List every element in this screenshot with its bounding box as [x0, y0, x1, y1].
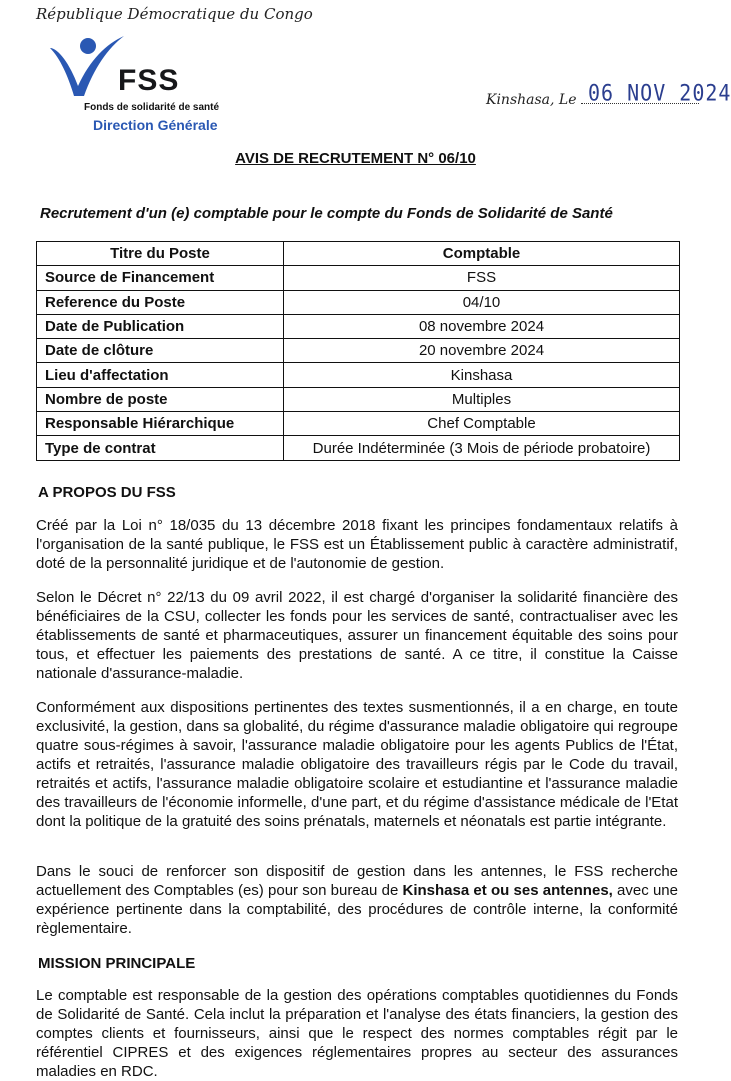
row-value: FSS	[284, 266, 680, 290]
table-row	[37, 436, 680, 460]
mission-heading: MISSION PRINCIPALE	[38, 955, 196, 972]
about-paragraph-4	[36, 862, 678, 938]
about-paragraph-3: Conformément aux dispositions pertinentes des textes susmentionnés, il a en charge, en toute exclusivité, la gestion, dans sa globalité, du régime d'assurance maladie obligatoire qui regroupe quatre sous-régimes à savoir, l'assurance maladie obligatoire pour les agents Publics de l'État, actifs et retraités, l'assurance maladie obligatoire des travailleurs régis par le Code du travail, retraités et actifs, l'assurance maladie obligatoire scolaire et estudiantine et l'assurance maladie des travailleurs de l'économie informelle, d'une part, et du régime d'assistance médicale de l'Etat dont la politique de la gratuité des soins prénatals, maternels et néonatals est partie intégrante.	[36, 699, 678, 830]
row-key: Source de Financement	[37, 266, 284, 290]
row-key: Lieu d'affectation	[37, 363, 284, 387]
document-subtitle: Recrutement d'un (e) comptable pour le compte du Fonds de Solidarité de Santé	[40, 205, 613, 222]
table-row	[37, 339, 680, 363]
table-row	[37, 314, 680, 338]
row-value: 20 novembre 2024	[284, 339, 680, 363]
table-row	[37, 412, 680, 436]
row-key: Date de clôture	[37, 339, 284, 363]
direction-label: Direction Générale	[93, 117, 218, 133]
checkmark-logo-icon	[48, 34, 128, 104]
table-header-row	[37, 242, 680, 266]
date-stamp: 06 NOV 2024	[588, 79, 731, 107]
row-key: Type de contrat	[37, 436, 284, 460]
republic-heading: République Démocratique du Congo	[36, 5, 313, 23]
row-value: 04/10	[284, 290, 680, 314]
about-p4-end: avec une expérience pertinente dans la comptabilité, des procédures de contrôle interne, la conformité règlementaire.	[36, 882, 678, 937]
document-title	[0, 150, 711, 167]
row-key: Date de Publication	[37, 314, 284, 338]
about-p4-bold: Kinshasa et ou ses antennes,	[402, 882, 613, 899]
row-key: Reference du Poste	[37, 290, 284, 314]
job-info-table	[36, 241, 680, 461]
about-paragraph-1: Créé par la Loi n° 18/035 du 13 décembre 2018 fixant les principes fondamentaux relatifs à l'organisation de la santé publique, le FSS est un Établissement public à caractère administratif, doté de la personnalité juridique et de l'autonomie de gestion.	[36, 517, 678, 572]
row-value: Durée Indéterminée (3 Mois de période probatoire)	[284, 436, 680, 460]
table-header-value: Comptable	[284, 242, 680, 266]
about-paragraph-2: Selon le Décret n° 22/13 du 09 avril 2022, il est chargé d'organiser la solidarité financière des bénéficiaires de la CSU, collecter les fonds pour les services de santé, contractualiser avec les établissements de santé et pharmaceutiques, assurer un financement équitable des soins pour tous, et effectuer les paiements des prestations de santé. A ce titre, il constitue la Caisse nationale d'assurance-maladie.	[36, 589, 678, 682]
document-title-text: AVIS DE RECRUTEMENT N° 06/10	[235, 150, 476, 167]
row-key: Responsable Hiérarchique	[37, 412, 284, 436]
table-header-key: Titre du Poste	[37, 242, 284, 266]
row-value: Chef Comptable	[284, 412, 680, 436]
row-value: Kinshasa	[284, 363, 680, 387]
logo-fss-text: FSS	[118, 64, 180, 97]
table-row	[37, 363, 680, 387]
logo-subtitle: Fonds de solidarité de santé	[84, 102, 220, 113]
row-value: Multiples	[284, 387, 680, 411]
table-row	[37, 290, 680, 314]
mission-paragraph-1: Le comptable est responsable de la gestion des opérations comptables quotidiennes du Fonds de Solidarité de Santé. Cela inclut la préparation et l'analyse des états financiers, la gestion des comptes clients et fournisseurs, ainsi que le respect des normes comptables régit par le référentiel CIPRES et des exigences réglementaires propres au secteur des assurances maladies en RDC.	[36, 987, 678, 1080]
table-row	[37, 266, 680, 290]
row-value: 08 novembre 2024	[284, 314, 680, 338]
fss-logo	[48, 34, 258, 134]
table-row	[37, 387, 680, 411]
about-p4-start: Dans le souci de renforcer son dispositif de gestion dans les antennes, le FSS recherche actuellement des Comptables (es) pour son bureau de	[36, 863, 678, 899]
row-key: Nombre de poste	[37, 387, 284, 411]
about-heading: A PROPOS DU FSS	[38, 484, 176, 501]
place-label: Kinshasa, Le	[486, 92, 577, 108]
